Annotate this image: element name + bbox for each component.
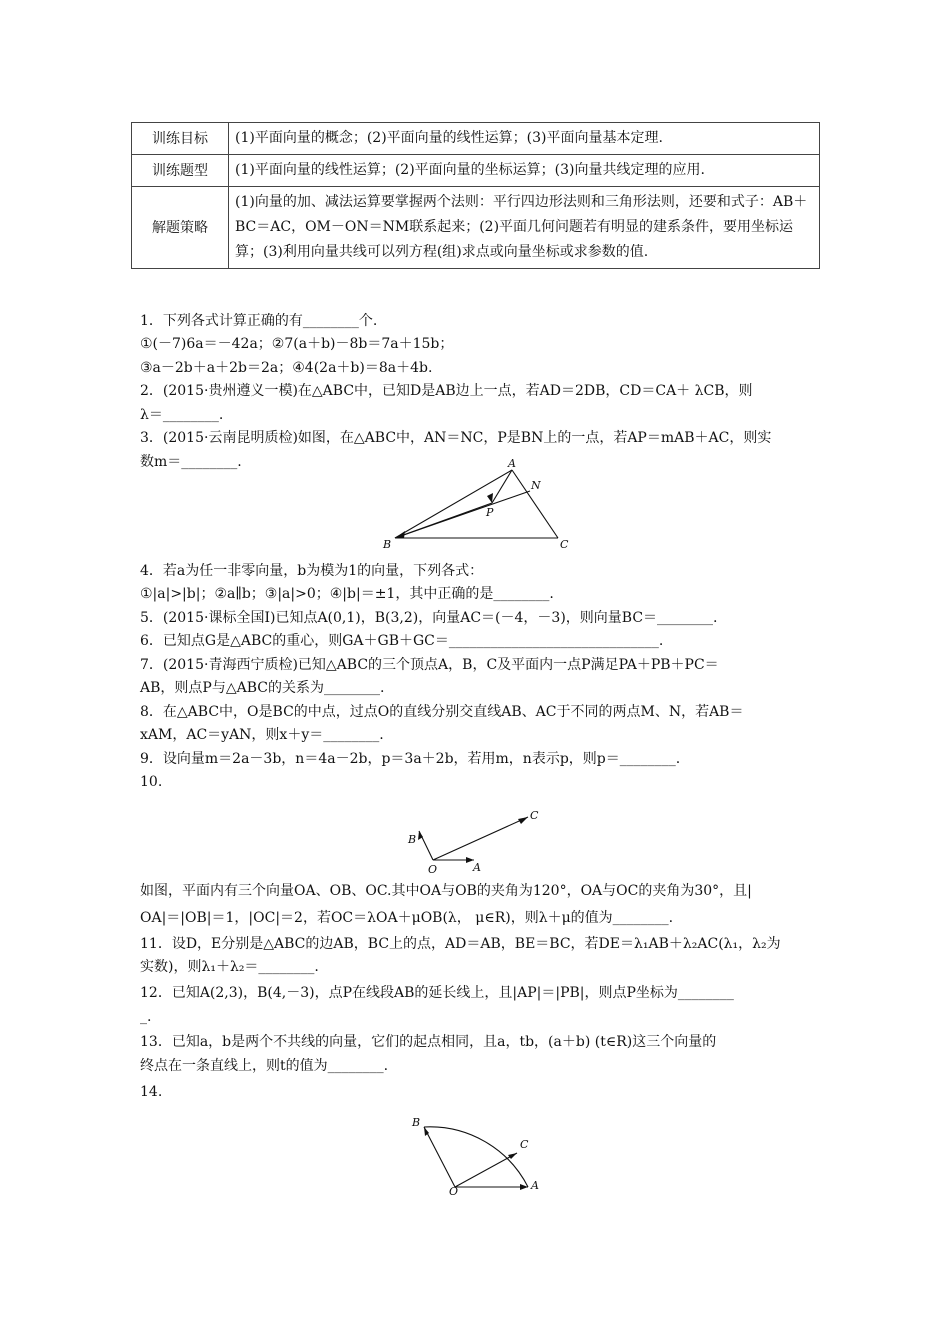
- question-10: 10.: [140, 774, 163, 790]
- question-1-options: ③a－2b＋a＋2b＝2a；④4(2a＋b)＝8a＋4b.: [140, 360, 433, 376]
- question-10-text: 如图，平面内有三个向量OA、OB、OC.其中OA与OB的夹角为120°，OA与OC的夹角为30°，且|: [140, 883, 752, 899]
- table-row: [132, 123, 820, 155]
- question-13: 13．已知a，b是两个不共线的向量，它们的起点相同，且a，tb，(a＋b) (t∈R)这三个向量的: [140, 1034, 717, 1050]
- question-14: 14.: [140, 1084, 163, 1100]
- question-3: 3．(2015·云南昆明质检)如图，在△ABC中，AN＝NC，P是BN上的一点，若AP＝mAB＋AC，则实: [140, 430, 772, 446]
- row-label: 训练题型: [132, 155, 229, 187]
- row-content: (1)平面向量的线性运算；(2)平面向量的坐标运算；(3)向量共线定理的应用.: [229, 155, 820, 187]
- question-1-options: ①(－7)6a＝－42a；②7(a＋b)－8b＝7a＋15b；: [140, 336, 454, 352]
- question-12: 12．已知A(2,3)，B(4,－3)，点P在线段AB的延长线上，且|AP|＝|PB|，则点P坐标为________: [140, 985, 734, 1001]
- label-C: C: [560, 538, 569, 551]
- label-P: P: [486, 506, 494, 519]
- question-7: 7．(2015·青海西宁质检)已知△ABC的三个顶点A，B，C及平面内一点P满足PA＋PB＋PC＝: [140, 657, 719, 673]
- table-row: [132, 187, 820, 269]
- label-O: O: [449, 1185, 459, 1198]
- question-4: 4．若a为任一非零向量，b为模为1的向量，下列各式：: [140, 563, 484, 579]
- table-row: [132, 155, 820, 187]
- question-13-cont: 终点在一条直线上，则t的值为________.: [140, 1058, 389, 1074]
- label-A: A: [473, 861, 481, 874]
- question-9: 9．设向量m＝2a－3b，n＝4a－2b，p＝3a＋2b，若用m，n表示p，则p＝________.: [140, 751, 681, 767]
- training-table: [131, 122, 820, 269]
- question-12-cont: _.: [140, 1009, 152, 1025]
- row-label: 训练目标: [132, 123, 229, 155]
- question-2-cont: λ＝________.: [140, 407, 224, 423]
- question-8: 8．在△ABC中，O是BC的中点，过点O的直线分别交直线AB、AC于不同的两点M、N，若AB＝: [140, 704, 744, 720]
- label-N: N: [531, 479, 541, 492]
- vectors-figure: [400, 805, 550, 877]
- row-content: (1)向量的加、减法运算要掌握两个法则：平行四边形法则和三角形法则，还要和式子：AB＋BC＝AC，OM－ON＝NM联系起来；(2)平面几何问题若有明显的建系条件，要用坐标运算；(3)利用向量共线可以列方程(组)求点或向量坐标或求参数的值.: [229, 187, 820, 269]
- label-B: B: [408, 833, 417, 846]
- label-B: B: [412, 1116, 421, 1129]
- question-2: 2．(2015·贵州遵义一模)在△ABC中，已知D是AB边上一点，若AD＝2DB，CD＝CA＋ λCB，则: [140, 383, 753, 399]
- question-5: 5．(2015·课标全国Ⅰ)已知点A(0,1)，B(3,2)，向量AC＝(－4，－3)，则向量BC＝________.: [140, 610, 718, 626]
- label-C: C: [530, 809, 539, 822]
- label-C: C: [520, 1138, 529, 1151]
- label-A: A: [531, 1179, 539, 1192]
- question-4-options: ①|a|>|b|；②a∥b；③|a|>0；④|b|＝±1，其中正确的是________.: [140, 586, 554, 602]
- label-B: B: [383, 538, 392, 551]
- row-content: (1)平面向量的概念；(2)平面向量的线性运算；(3)平面向量基本定理.: [229, 123, 820, 155]
- question-6: 6．已知点G是△ABC的重心，则GA＋GB＋GC＝______________________________.: [140, 633, 664, 649]
- row-label: 解题策略: [132, 187, 229, 269]
- question-1: 1．下列各式计算正确的有________个.: [140, 313, 378, 329]
- question-3-cont: 数m＝________.: [140, 454, 242, 470]
- question-7-cont: AB，则点P与△ABC的关系为________.: [140, 680, 385, 696]
- question-11: 11．设D，E分别是△ABC的边AB，BC上的点，AD＝AB，BE＝BC，若DE＝λ₁AB＋λ₂AC(λ₁，λ₂为: [140, 936, 781, 952]
- arc-figure: [400, 1110, 550, 1200]
- question-11-cont: 实数)，则λ₁＋λ₂＝________.: [140, 959, 319, 975]
- label-O: O: [428, 863, 438, 876]
- triangle-figure: [380, 458, 580, 554]
- question-10-text-cont: OA|＝|OB|＝1，|OC|＝2，若OC＝λOA＋μOB(λ， μ∈R)，则λ＋μ的值为________.: [140, 910, 674, 926]
- question-8-cont: xAM，AC＝yAN，则x＋y＝________.: [140, 727, 384, 743]
- label-A: A: [508, 458, 516, 470]
